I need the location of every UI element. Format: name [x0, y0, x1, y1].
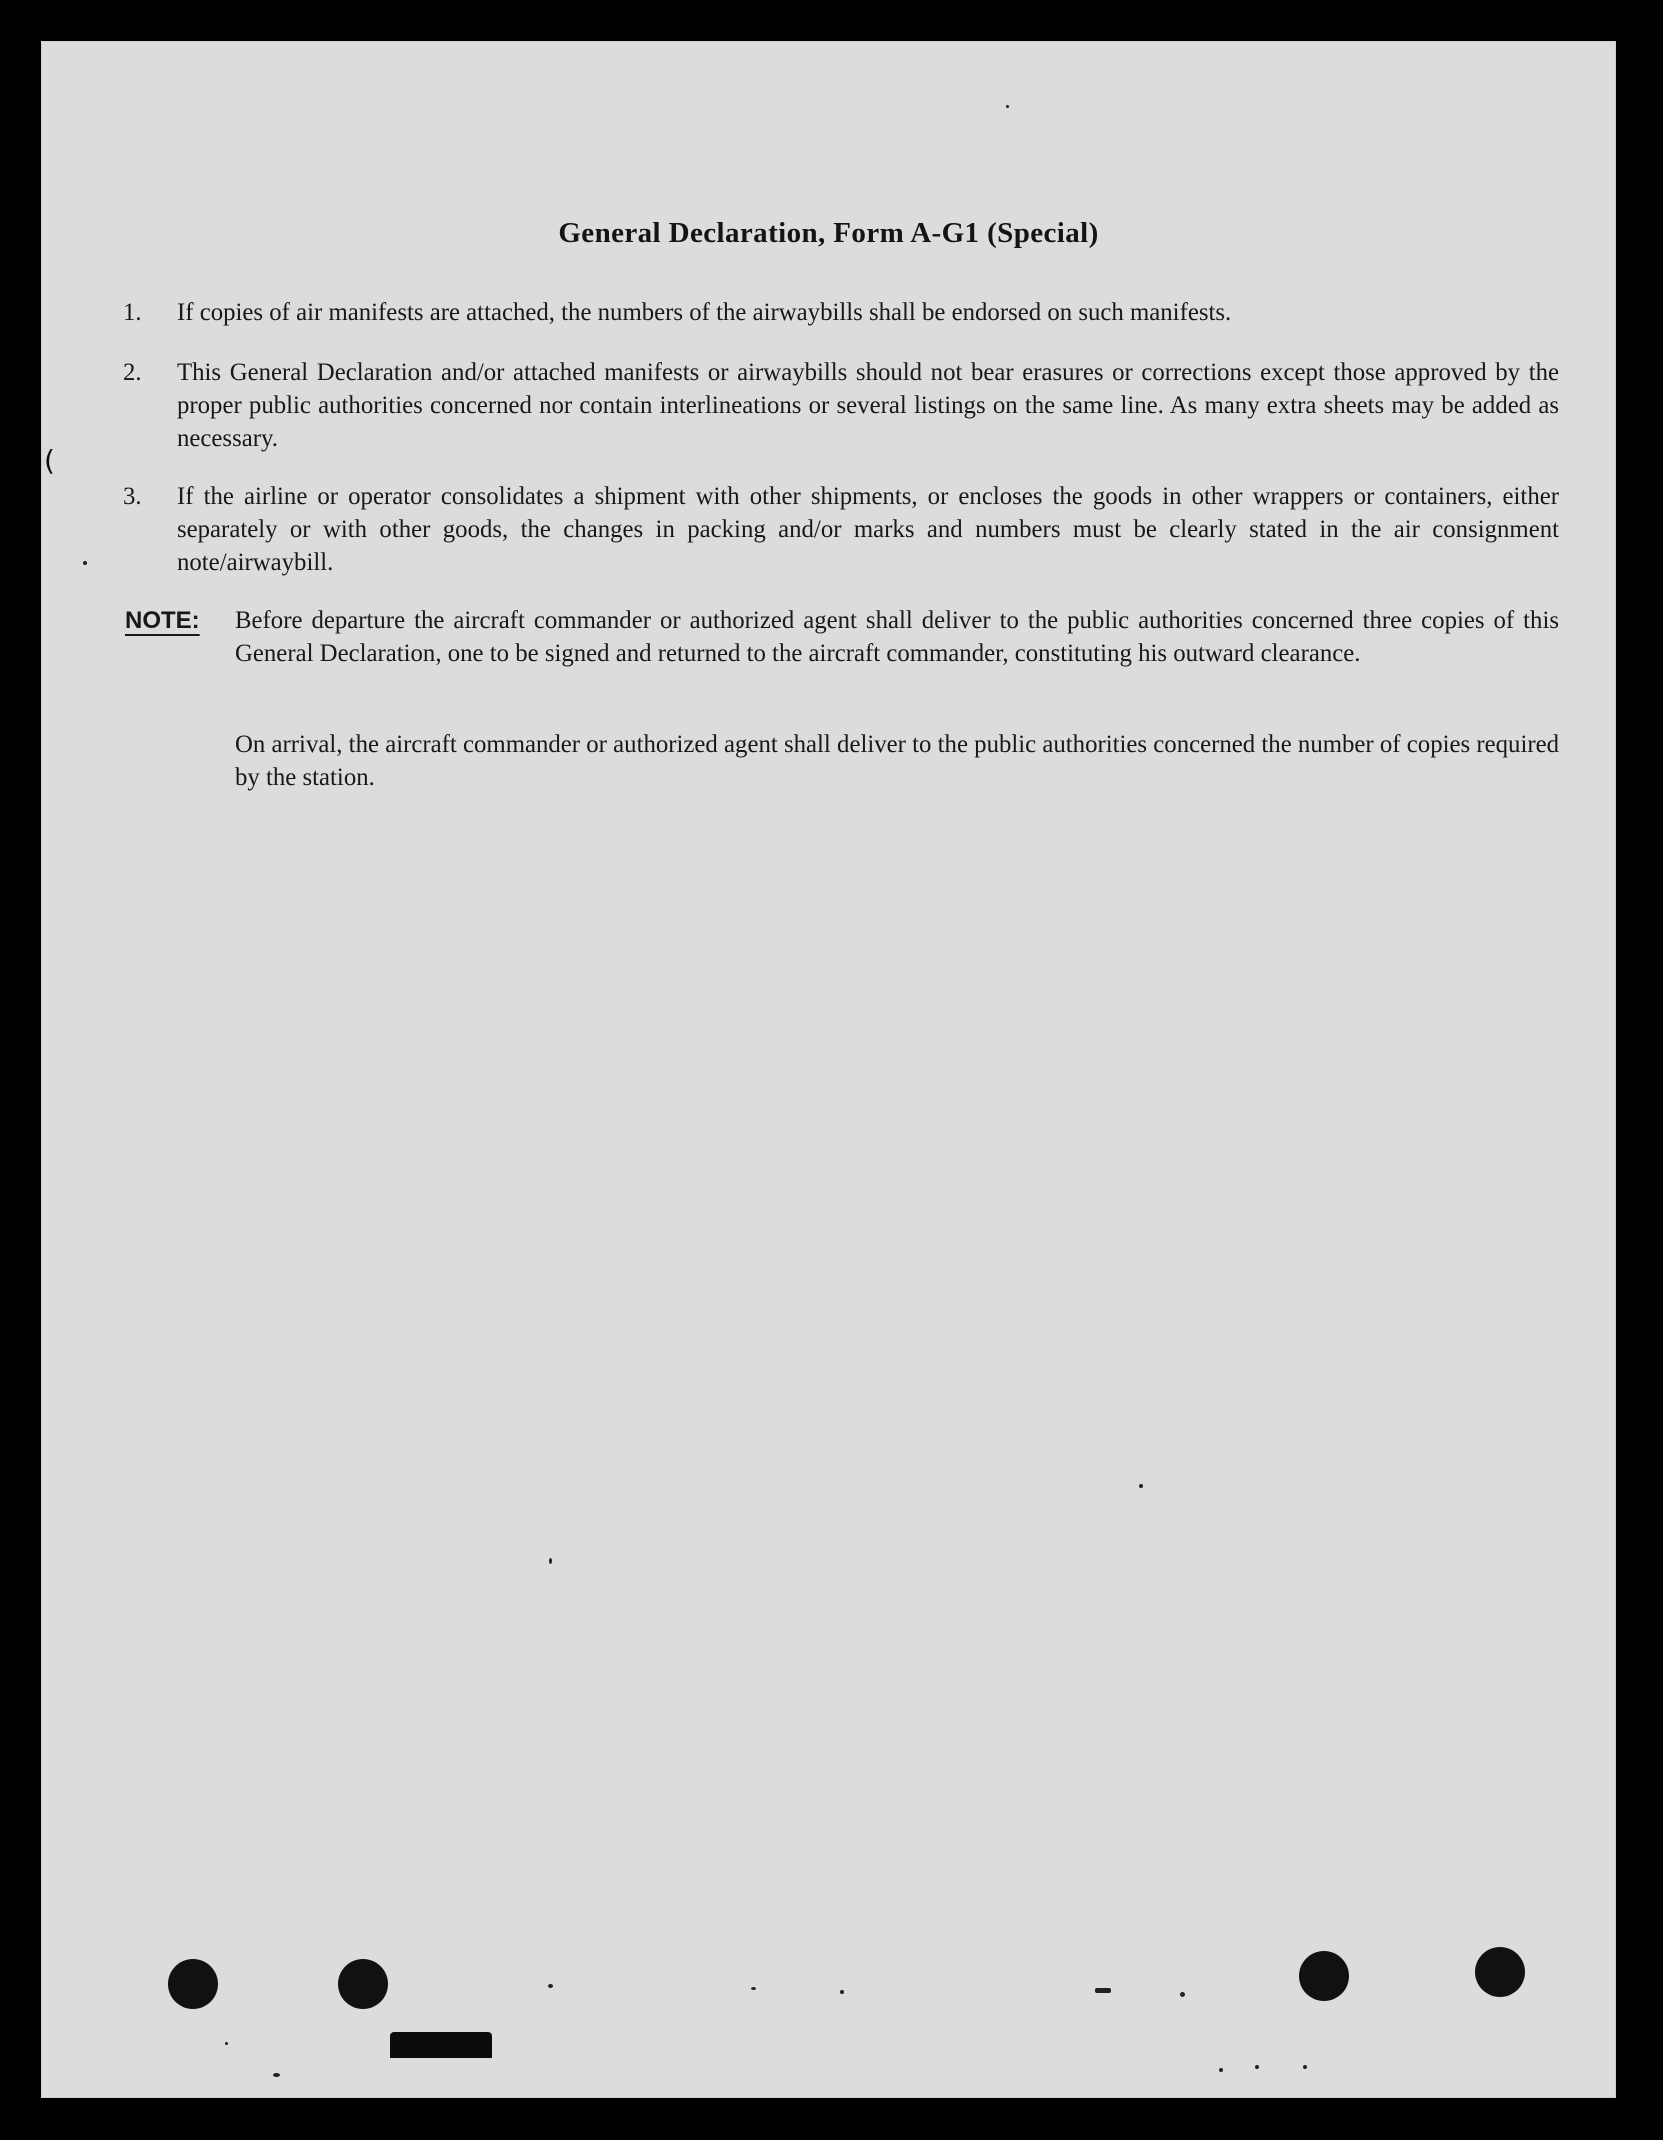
- item-number: 3.: [123, 483, 142, 510]
- speck-mark: [548, 1984, 553, 1988]
- punch-hole: [1475, 1947, 1525, 1997]
- punch-hole: [338, 1959, 388, 2009]
- speck-mark: [1255, 2065, 1259, 2069]
- speck-mark: [1180, 1992, 1185, 1997]
- speck-mark: [751, 1987, 756, 1990]
- item-text: This General Declaration and/or attached manifests or airwaybills should not bear erasures or corrections except those approved by the proper public authorities concerned nor contain interlineations or several listings on the same line. As many extra sheets may be added as necessary.: [177, 359, 1559, 452]
- speck-mark: [549, 1558, 552, 1564]
- speck-mark: [1303, 2065, 1307, 2069]
- binding-tab: [390, 2032, 492, 2058]
- punch-hole: [168, 1959, 218, 2009]
- margin-bracket-mark: (: [44, 444, 55, 477]
- speck-mark: [225, 2042, 228, 2045]
- speck-mark: [1006, 105, 1009, 108]
- note-paragraph-1: Before departure the aircraft commander or authorized agent shall deliver to the public authorities concerned three copies of this General Declaration, one to be signed and returned to the aircraft commander, constituting his outward clearance.: [235, 607, 1559, 667]
- speck-mark: [273, 2073, 280, 2077]
- item-number: 1.: [123, 299, 142, 326]
- speck-mark: [1139, 1484, 1143, 1488]
- speck-mark: [83, 561, 87, 565]
- item-number: 2.: [123, 359, 142, 386]
- speck-mark: [840, 1990, 844, 1994]
- page-title: General Declaration, Form A-G1 (Special): [558, 217, 1099, 249]
- note-paragraph-2: On arrival, the aircraft commander or authorized agent shall deliver to the public authorities concerned the number of copies required by the station.: [235, 731, 1559, 791]
- document-page: [41, 41, 1616, 2098]
- item-text: If copies of air manifests are attached, the numbers of the airwaybills shall be endorsed on such manifests.: [177, 299, 1232, 326]
- punch-hole: [1299, 1951, 1349, 2001]
- note-label: NOTE:: [125, 607, 200, 634]
- speck-mark: [1219, 2068, 1223, 2072]
- item-text: If the airline or operator consolidates a shipment with other shipments, or encloses the goods in other wrappers or containers, either separately or with other goods, the changes in packing and/or marks and numbers must be clearly stated in the air consignment note/airwaybill.: [177, 483, 1559, 576]
- speck-mark: [1095, 1988, 1111, 1993]
